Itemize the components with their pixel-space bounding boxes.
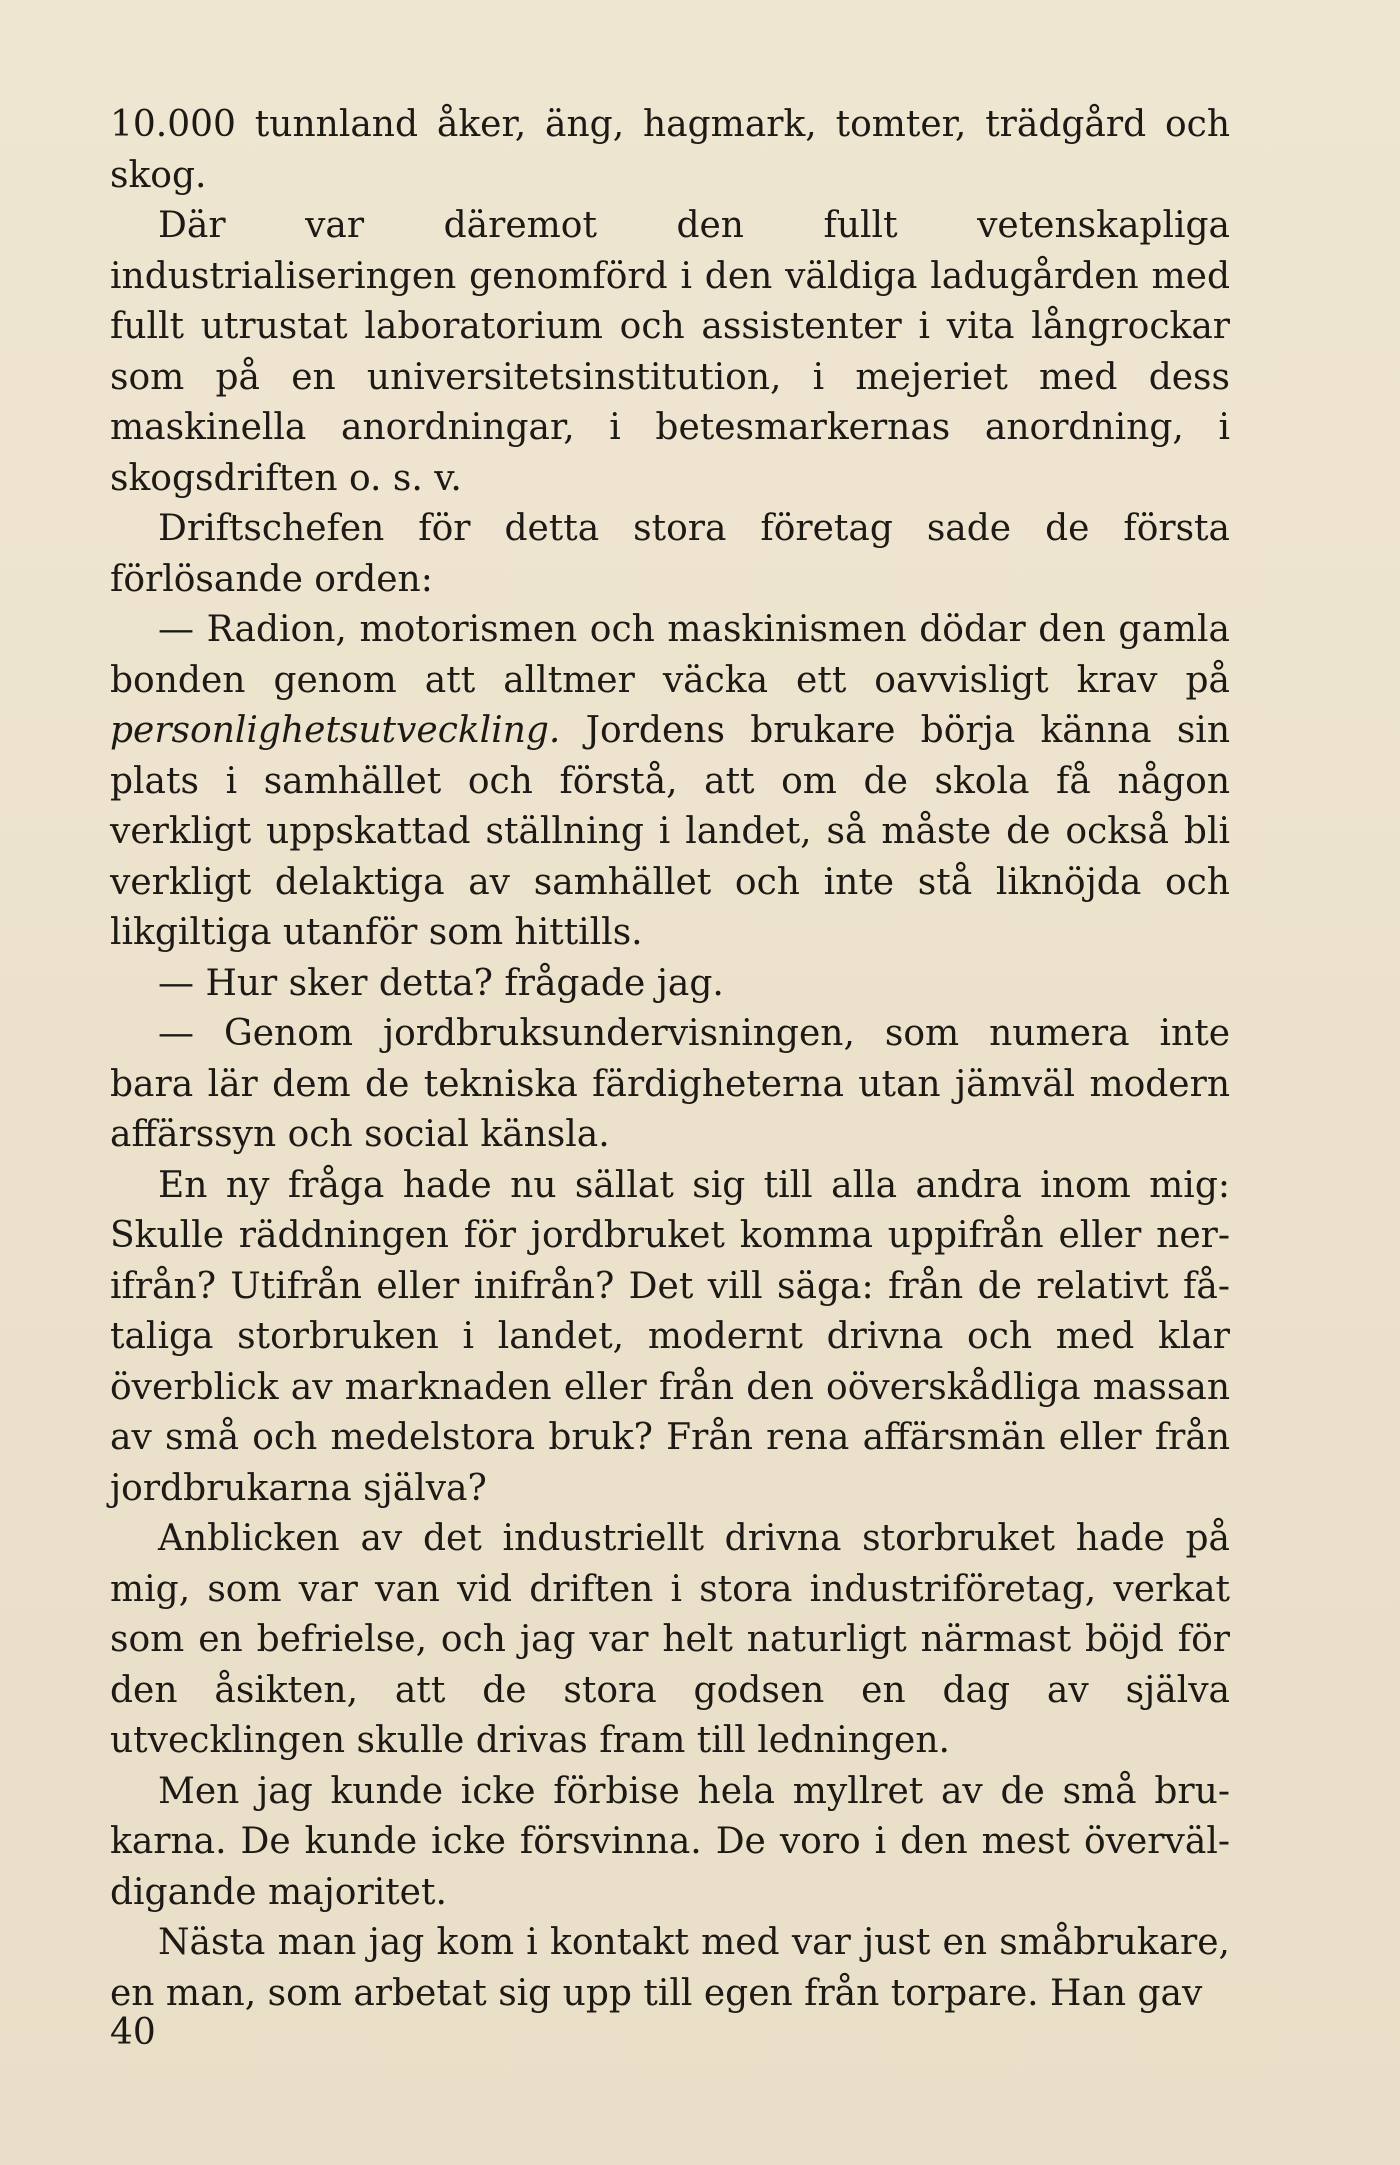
- paragraph-4-text-start: — Radion, motorismen och maskinismen dödar den gamla bonden genom att alltmer väcka ett oavvisligt krav på: [110, 609, 1230, 701]
- paragraph-6: — Genom jordbruksundervisningen, som numera inte bara lär dem de tekniska färdigheterna utan jämväl modern affärssyn och social känsla.: [110, 1013, 1230, 1155]
- paragraph-4-italic-term: personlighetsutveckling.: [110, 710, 561, 751]
- paragraph-5: — Hur sker detta? frågade jag.: [158, 962, 724, 1004]
- paragraph-1: 10.000 tunnland åker, äng, hagmark, tomter, trädgård och skog.: [110, 104, 1230, 196]
- page-number: 40: [110, 2012, 156, 2053]
- paragraph-7: En ny fråga hade nu sällat sig till alla andra inom mig: Skulle räddningen för jordbruket komma uppifrån eller nerifrån? Utifrån eller inifrån? Det vill säga: från de relativt fåtaliga storbruken i landet, modernt drivna och med klar överblick av marknaden eller från den oöverskådliga massan av små och medelstora bruk? Från rena affärsmän eller från jordbrukarna själva?: [110, 1164, 1230, 1509]
- paragraph-4: [110, 605, 1230, 959]
- paragraph-2: Där var däremot den fullt vetenskapliga industrialiseringen genomförd i den väldiga ladugården med fullt utrustat laboratorium och assistenter i vita långrockar som på en universitetsinstitution, i mejeriet med dess maskinella anordningar, i betesmarkernas anordning, i skogsdriften o. s. v.: [110, 205, 1230, 499]
- body-text: [110, 100, 1230, 2019]
- paragraph-4-text-end: Jordens brukare börja känna sin plats i samhället och förstå, att om de skola få någon verkligt uppskattad ställning i landet, så måste de också bli verkligt delaktiga av samhället och inte stå liknöjda och likgiltiga utanför som hittills.: [110, 710, 1230, 953]
- paragraph-10: Nästa man jag kom i kontakt med var just en småbrukare, en man, som arbetat sig upp till egen från torpare. Han gav: [110, 1922, 1230, 2014]
- paragraph-8: Anblicken av det industriellt drivna storbruket hade på mig, som var van vid driften i stora industriföretag, verkat som en befrielse, och jag var helt naturligt närmast böjd för den åsikten, att de stora godsen en dag av själva utvecklingen skulle drivas fram till ledningen.: [110, 1518, 1230, 1761]
- paragraph-9: Men jag kunde icke förbise hela myllret av de små brukarna. De kunde icke försvinna. De voro i den mest överväldigande majoritet.: [110, 1770, 1230, 1913]
- paragraph-3: Driftschefen för detta stora företag sade de första förlösande orden:: [110, 508, 1230, 600]
